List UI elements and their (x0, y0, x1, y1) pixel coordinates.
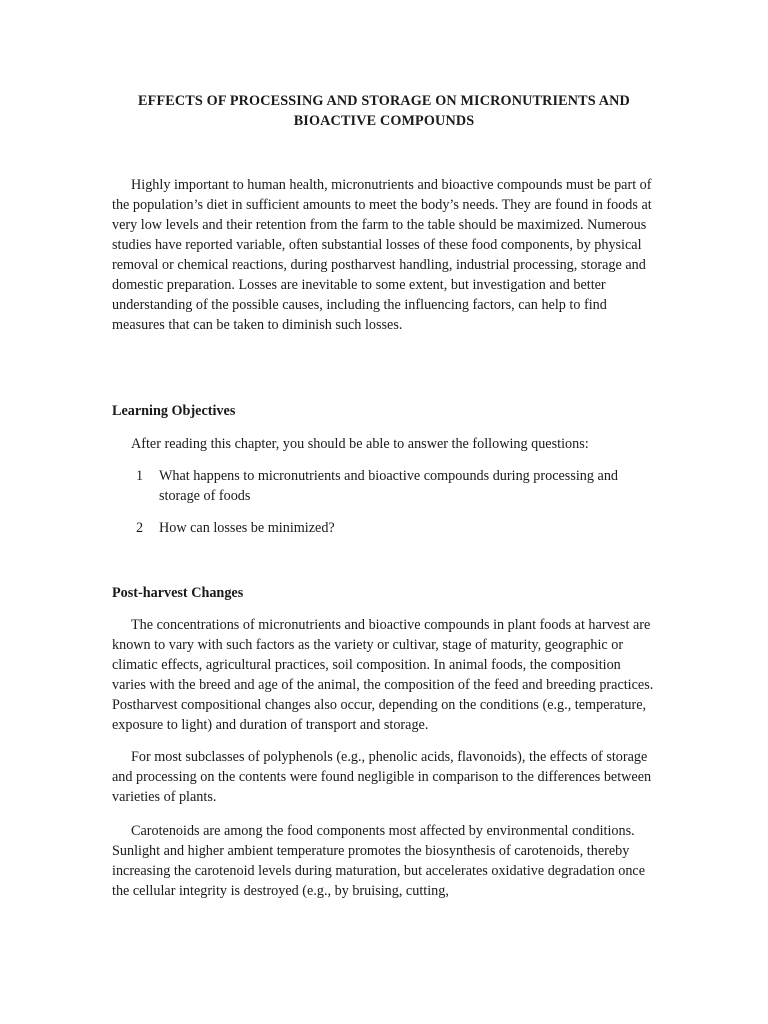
title-line-2: BIOACTIVE COMPOUNDS (293, 113, 475, 129)
list-item (112, 466, 658, 506)
list-item (112, 518, 658, 538)
document-title (100, 91, 668, 131)
post-harvest-paragraph-2: For most subclasses of polyphenols (e.g., phenolic acids, flavonoids), the effects of storage and processing on the contents were found negligible in comparison to the differences between varieties of plants. (112, 749, 652, 805)
list-item-text: How can losses be minimized? (159, 520, 335, 536)
list-item-number: 2 (136, 520, 144, 536)
post-harvest-paragraph-3: Carotenoids are among the food components most affected by environmental conditions. Sunlight and higher ambient temperature promotes the biosynthesis of carotenoids, thereby increasing the carotenoid levels during maturation, but accelerates oxidative degradation once the cellular integrity is destroyed (e.g., by bruising, cutting, (112, 823, 646, 899)
post-harvest-heading: Post-harvest Changes (112, 585, 244, 601)
list-item-number: 1 (136, 468, 144, 484)
learning-objectives-heading: Learning Objectives (112, 403, 236, 419)
title-line-1: EFFECTS OF PROCESSING AND STORAGE ON MICRONUTRIENTS AND (138, 93, 630, 109)
learning-objectives-lead: After reading this chapter, you should be able to answer the following questions: (131, 436, 589, 452)
post-harvest-paragraph-1: The concentrations of micronutrients and bioactive compounds in plant foods at harvest are known to vary with such factors as the variety or cultivar, stage of maturity, geographic or climatic effects, agricultural practices, soil composition. In animal foods, the composition varies with the breed and age of the animal, the composition of the feed and breeding practices. Postharvest compositional changes also occur, depending on the conditions (e.g., temperature, exposure to light) and duration of transport and storage. (112, 617, 657, 733)
list-item-text: What happens to micronutrients and bioactive compounds during processing and storage of foods (159, 468, 619, 504)
intro-paragraph: Highly important to human health, micronutrients and bioactive compounds must be part of the population’s diet in sufficient amounts to meet the body’s needs. They are found in foods at very low levels and their retention from the farm to the table should be maximized. Numerous studies have reported variable, often substantial losses of these food components, by physical removal or chemical reactions, during postharvest handling, industrial processing, storage and domestic preparation. Losses are inevitable to some extent, but investigation and better understanding of the possible causes, including the influencing factors, can help to find measures that can be taken to diminish such losses. (112, 177, 652, 333)
